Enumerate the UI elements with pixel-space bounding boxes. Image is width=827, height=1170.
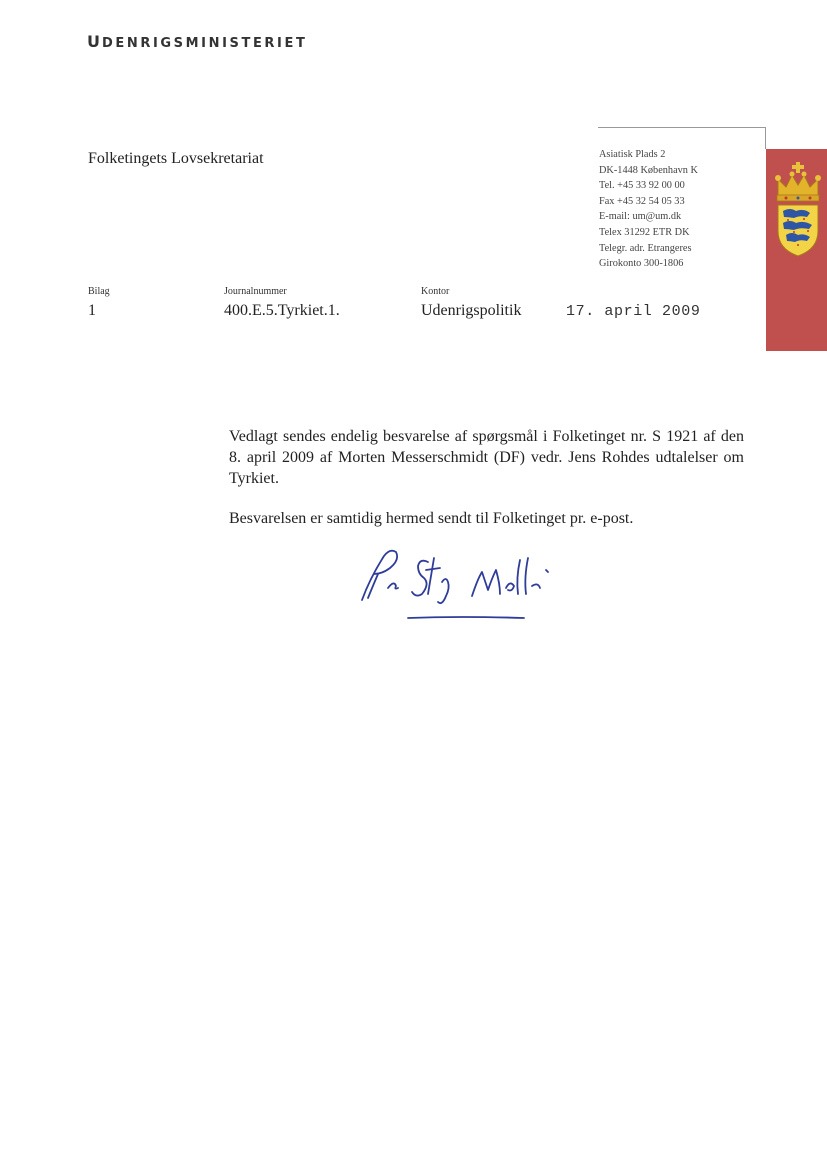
body-paragraph: Besvarelsen er samtidig hermed sendt til Folketinget pr. e-post. xyxy=(229,510,634,527)
address-line: Girokonto 300-1806 xyxy=(599,258,684,270)
letterhead-initial: U xyxy=(87,32,102,51)
recipient-name: Folketingets Lovsekretariat xyxy=(88,150,264,167)
address-line: Telegr. adr. Etrangeres xyxy=(599,242,692,254)
letterhead-rest: DENRIGSMINISTERIET xyxy=(102,36,308,51)
coat-of-arms-icon xyxy=(774,161,822,257)
kontor-label: Kontor xyxy=(421,286,450,297)
address-line: Tel. +45 33 92 00 00 xyxy=(599,180,685,192)
kontor-value: Udenrigspolitik xyxy=(421,302,522,319)
address-line: Fax +45 32 54 05 33 xyxy=(599,195,685,207)
bilag-value: 1 xyxy=(88,302,96,319)
address-divider xyxy=(598,127,765,128)
body-paragraph: Vedlagt sendes endelig besvarelse af spørgsmål i Folketinget nr. S 1921 af den 8. april 2009 af Morten Messerschmidt (DF) vedr. Jens Rohdes udtalelser om Tyrkiet. xyxy=(229,428,744,487)
address-line: Asiatisk Plads 2 xyxy=(599,149,666,160)
bilag-label: Bilag xyxy=(88,286,110,297)
address-line: DK-1448 København K xyxy=(599,164,698,176)
handwritten-signature xyxy=(360,538,560,628)
journal-label: Journalnummer xyxy=(224,286,287,297)
ministry-letterhead xyxy=(87,32,307,51)
journal-value: 400.E.5.Tyrkiet.1. xyxy=(224,302,340,319)
address-divider-vertical xyxy=(765,127,766,149)
sender-address xyxy=(599,147,698,272)
address-line: E-mail: um@um.dk xyxy=(599,211,682,223)
address-line: Telex 31292 ETR DK xyxy=(599,226,690,238)
letter-date: 17. april 2009 xyxy=(566,303,701,320)
